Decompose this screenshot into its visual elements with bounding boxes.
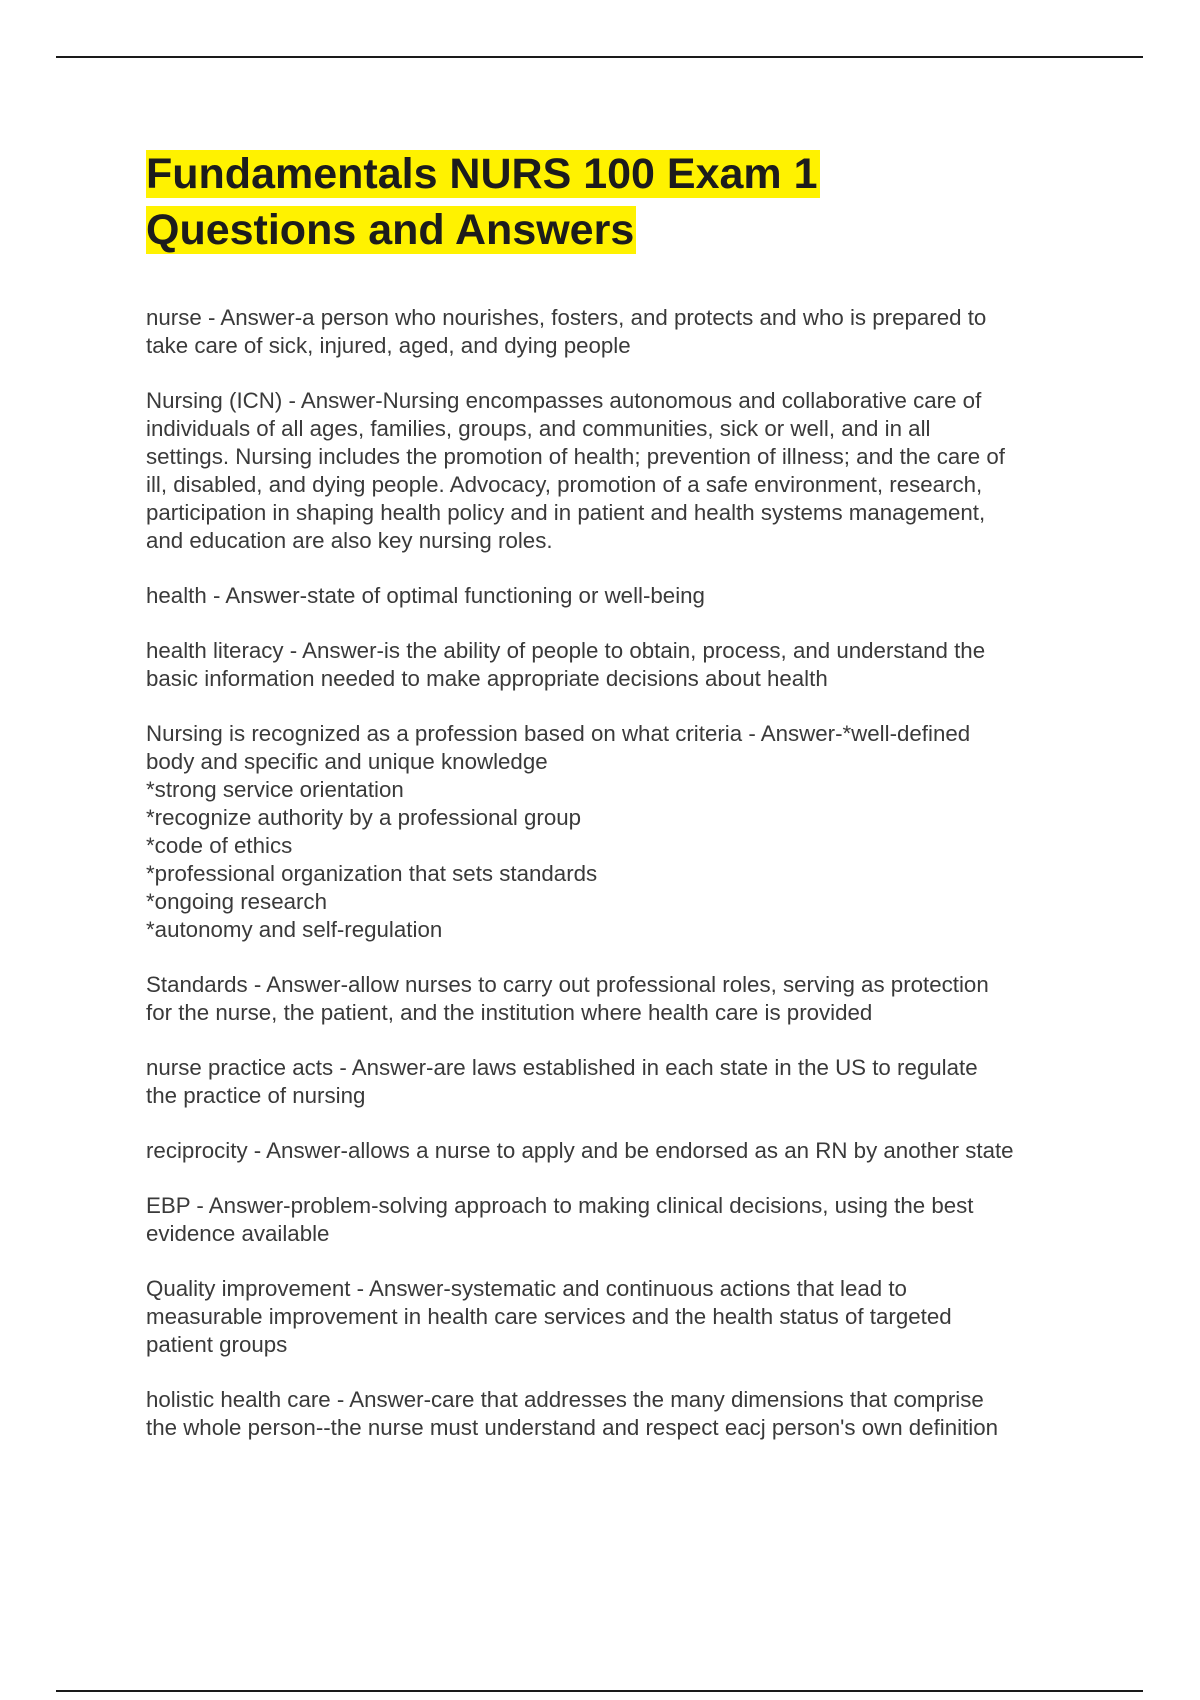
entry-line: health - Answer-state of optimal functioning or well-being	[146, 583, 705, 608]
entry-line: the whole person--the nurse must understand and respect eacj person's own definition	[146, 1415, 999, 1440]
entry-line: *recognize authority by a professional group	[146, 805, 582, 830]
qa-entry-ebp	[146, 1192, 1096, 1248]
document-body	[146, 146, 1096, 1469]
qa-entry-nurse	[146, 304, 1096, 360]
entry-line: take care of sick, injured, aged, and dying people	[146, 333, 631, 358]
qa-list	[146, 304, 1096, 1442]
entry-line: patient groups	[146, 1332, 288, 1357]
entry-line: *code of ethics	[146, 833, 293, 858]
entry-line: health literacy - Answer-is the ability of people to obtain, process, and understand the	[146, 638, 986, 663]
bottom-divider	[56, 1690, 1143, 1692]
top-divider	[56, 56, 1143, 58]
qa-entry-health	[146, 582, 1096, 610]
qa-entry-standards	[146, 971, 1096, 1027]
entry-line: EBP - Answer-problem-solving approach to making clinical decisions, using the best	[146, 1193, 974, 1218]
entry-line: *strong service orientation	[146, 777, 404, 802]
entry-line: body and specific and unique knowledge	[146, 749, 548, 774]
entry-line: evidence available	[146, 1221, 330, 1246]
entry-line: Quality improvement - Answer-systematic and continuous actions that lead to	[146, 1276, 907, 1301]
title-line: Fundamentals NURS 100 Exam 1	[146, 150, 818, 198]
entry-line: *professional organization that sets standards	[146, 861, 598, 886]
qa-entry-nursing-icn	[146, 387, 1096, 555]
entry-line: participation in shaping health policy and in patient and health systems management,	[146, 500, 986, 525]
entry-line: measurable improvement in health care services and the health status of targeted	[146, 1304, 952, 1329]
entry-line: basic information needed to make appropriate decisions about health	[146, 666, 828, 691]
entry-line: Nursing (ICN) - Answer-Nursing encompasses autonomous and collaborative care of	[146, 388, 982, 413]
entry-line: for the nurse, the patient, and the institution where health care is provided	[146, 1000, 873, 1025]
entry-line: nurse practice acts - Answer-are laws established in each state in the US to regulate	[146, 1055, 978, 1080]
qa-entry-health-literacy	[146, 637, 1096, 693]
entry-line: Nursing is recognized as a profession based on what criteria - Answer-*well-defined	[146, 721, 971, 746]
entry-line: Standards - Answer-allow nurses to carry out professional roles, serving as protection	[146, 972, 989, 997]
entry-line: individuals of all ages, families, groups, and communities, sick or well, and in all	[146, 416, 931, 441]
entry-line: holistic health care - Answer-care that addresses the many dimensions that comprise	[146, 1387, 984, 1412]
entry-line: *ongoing research	[146, 889, 327, 914]
qa-entry-profession-criteria	[146, 720, 1096, 944]
document-title	[146, 146, 1096, 258]
entry-line: *autonomy and self-regulation	[146, 917, 443, 942]
entry-line: reciprocity - Answer-allows a nurse to apply and be endorsed as an RN by another state	[146, 1138, 1014, 1163]
qa-entry-quality-improvement	[146, 1275, 1096, 1359]
qa-entry-holistic-health-care	[146, 1386, 1096, 1442]
entry-line: settings. Nursing includes the promotion of health; prevention of illness; and the care of	[146, 444, 1005, 469]
entry-line: ill, disabled, and dying people. Advocacy, promotion of a safe environment, research,	[146, 472, 983, 497]
qa-entry-nurse-practice-acts	[146, 1054, 1096, 1110]
entry-line: nurse - Answer-a person who nourishes, fosters, and protects and who is prepared to	[146, 305, 987, 330]
entry-line: the practice of nursing	[146, 1083, 366, 1108]
title-line: Questions and Answers	[146, 206, 635, 254]
entry-line: and education are also key nursing roles.	[146, 528, 553, 553]
qa-entry-reciprocity	[146, 1137, 1096, 1165]
